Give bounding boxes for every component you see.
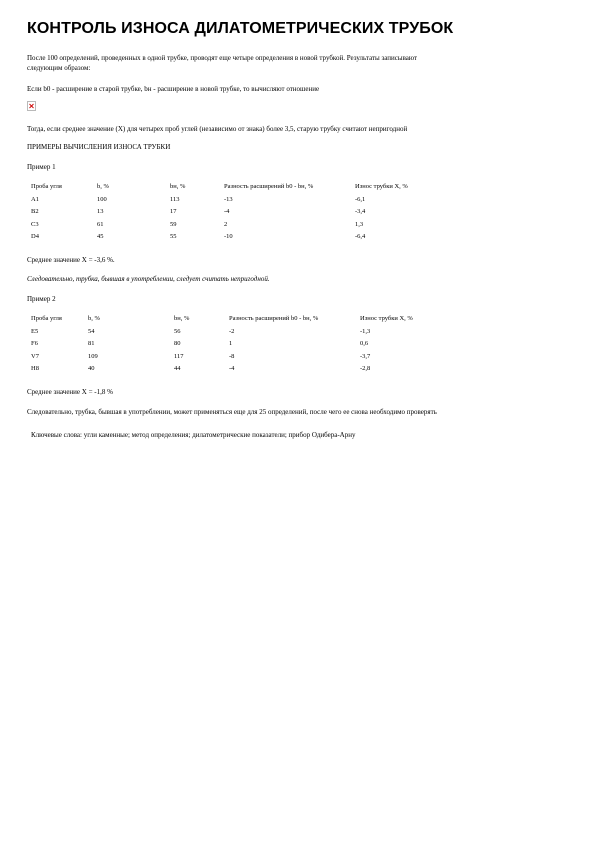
table-cell: -4: [229, 365, 235, 372]
intro-text-line-1: После 100 определений, проведенных в одной трубке, проводят еще четыре определения в новой трубкой. Результаты записывают: [27, 54, 418, 62]
example-1-average: Среднее значение X = -3,6 %.: [27, 256, 115, 264]
table-cell: 0,6: [360, 340, 369, 347]
example-1-table: [31, 183, 408, 246]
table-cell: 17: [170, 208, 177, 215]
page-title: КОНТРОЛЬ ИЗНОСА ДИЛАТОМЕТРИЧЕСКИХ ТРУБОК: [27, 20, 454, 37]
table-row: [31, 340, 413, 353]
table-row: [31, 221, 408, 234]
table-cell: 40: [88, 365, 95, 372]
table-cell: 117: [174, 352, 184, 360]
column-header: Износ трубки Х, %: [355, 183, 408, 190]
table-cell: B2: [31, 208, 39, 215]
keywords-text: Ключевые слова: угли каменные; метод определения; дилатометрические показатели; прибор Одибера-Арну: [31, 431, 356, 439]
example-2-average: Среднее значение X = -1,8 %: [27, 388, 113, 396]
table-cell: D4: [31, 233, 39, 240]
column-header: b, %: [97, 183, 109, 190]
table-cell: 45: [97, 233, 104, 240]
table-cell: 81: [88, 340, 95, 347]
table-cell: 100: [97, 195, 107, 203]
table-cell: А1: [31, 195, 39, 203]
example-2-title: Пример 2: [27, 295, 56, 303]
table-cell: -3,7: [360, 352, 371, 360]
table-cell: 1: [229, 340, 233, 347]
table-cell: 44: [174, 365, 181, 372]
table-cell: F6: [31, 340, 38, 347]
table-cell: 61: [97, 220, 104, 228]
broken-image-icon: [27, 101, 36, 111]
table-cell: C3: [31, 220, 39, 228]
table-cell: H8: [31, 365, 39, 372]
column-header: Разность расширений b0 - bн, %: [229, 315, 319, 322]
column-header: b, %: [88, 315, 100, 322]
example-1-title: Пример 1: [27, 163, 56, 171]
table-cell: -2,8: [360, 365, 371, 372]
table-cell: 54: [88, 327, 95, 335]
table-row: [31, 365, 413, 378]
column-header: Разность расширений b0 - bн, %: [224, 183, 314, 190]
example-1-conclusion: Следовательно, трубка, бывшая в употреблении, следует считать непригодной.: [27, 275, 270, 283]
table-cell: 56: [174, 327, 181, 335]
table-row: [31, 233, 408, 246]
condition-text: Тогда, если среднее значение (Х) для четырех проб углей (независимо от знака) более 3,5, старую трубку считают непригодной: [27, 125, 408, 133]
broken-image-x-mark: [29, 103, 34, 109]
example-2-conclusion: Следовательно, трубка, бывшая в употреблении, может применяться еще для 25 определений, после чего ее снова необходимо проверять: [27, 408, 437, 416]
table-cell: V7: [31, 352, 39, 360]
table-cell: 113: [170, 195, 180, 203]
example-2-table: [31, 315, 413, 378]
table-row: [31, 328, 413, 341]
table-cell: 80: [174, 340, 181, 347]
column-header: bн, %: [170, 183, 186, 190]
table-row: [31, 208, 408, 221]
table-cell: -2: [229, 327, 235, 335]
table-cell: 13: [97, 208, 104, 215]
table-cell: 59: [170, 220, 177, 228]
column-header: Проба угля: [31, 183, 62, 190]
table-cell: -10: [224, 233, 233, 240]
table-row: [31, 353, 413, 366]
table-cell: -1,3: [360, 327, 371, 335]
table-cell: -6,4: [355, 233, 366, 240]
column-header: Износ трубки X, %: [360, 315, 413, 322]
table-cell: 109: [88, 352, 98, 360]
table-cell: -8: [229, 352, 235, 360]
table-cell: E5: [31, 327, 39, 335]
table-header-row: [31, 315, 413, 328]
table-header-row: [31, 183, 408, 196]
table-cell: -4: [224, 208, 230, 215]
intro-text-line-2: следующим образом:: [27, 64, 91, 72]
definition-text: Если b0 - расширение в старой трубке, bн - расширение в новой трубке, то вычисляют отношение: [27, 85, 320, 93]
table-cell: 55: [170, 233, 177, 240]
table-cell: -6,1: [355, 195, 366, 203]
column-header: bн, %: [174, 315, 190, 322]
column-header: Проба угля: [31, 315, 62, 322]
table-row: [31, 196, 408, 209]
table-cell: 2: [224, 220, 228, 228]
table-cell: -3,4: [355, 208, 366, 215]
examples-heading: ПРИМЕРЫ ВЫЧИСЛЕНИЯ ИЗНОСА ТРУБКИ: [27, 143, 171, 151]
table-cell: 1,3: [355, 220, 364, 228]
table-cell: -13: [224, 195, 233, 203]
